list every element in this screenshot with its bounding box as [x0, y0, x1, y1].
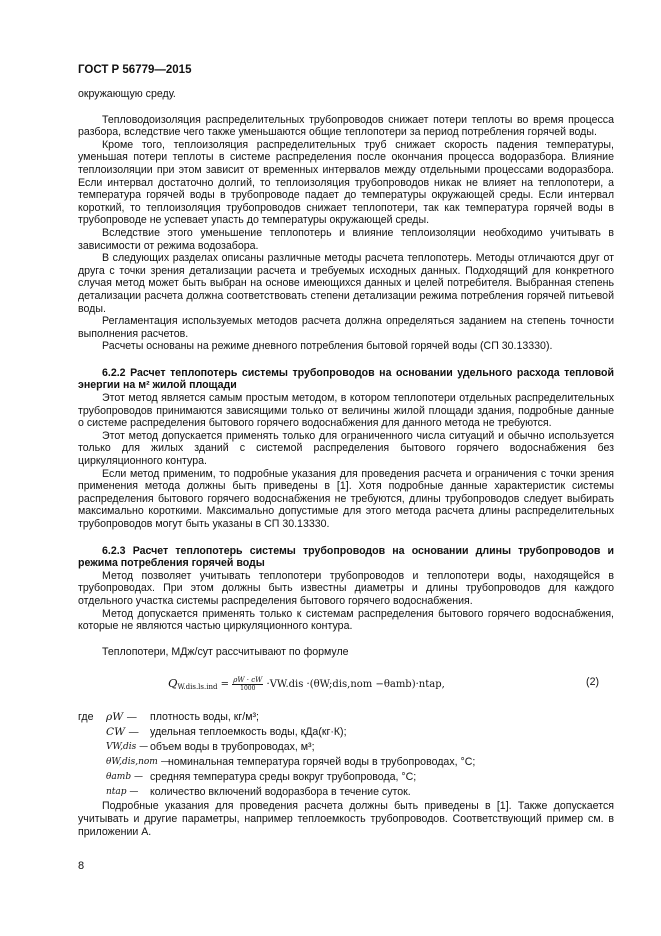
section-heading-6-2-3: 6.2.3 Расчет теплопотерь системы трубопроводов на основании длины трубопроводов и режима потребления горячей воды: [78, 544, 614, 570]
formula-2: [168, 676, 445, 694]
paragraph: Тепловодоизоляция распределительных трубопроводов снижает потери теплоты во время процесса разбора, вследствие чего также уменьшаются общие теплопотери за период потребления горячей воды.: [78, 113, 614, 139]
definition-item: [78, 770, 614, 785]
definition-symbol: θamb —: [106, 772, 143, 783]
definition-item: [78, 755, 614, 770]
equation-number: (2): [586, 676, 599, 689]
page-body: [78, 88, 614, 838]
formula-row: [78, 668, 614, 704]
paragraph: Подробные указания для проведения расчета должны быть приведены в [1]. Также допускается учитывать и другие параметры, например теплоемкость трубопроводов. Соответствующий пример см. в приложении А.: [78, 800, 614, 838]
paragraph: Метод позволяет учитывать теплопотери трубопроводов и теплопотери воды, находящейся в трубопроводах. При этом должны быть известны диаметры и длины трубопроводов для каждого отдельного участка системы распределения бытового горячего водоснабжения.: [78, 569, 614, 607]
definition-symbol: ntap —: [106, 787, 139, 798]
definition-symbol: CW —: [106, 726, 139, 739]
paragraph: Этот метод является самым простым методом, в котором теплопотери отдельных распределительных трубопроводов принимаются зависящими только от величины жилой площади здания, подробные данные о системе распределения бытового горячего водоснабжения для данного метода не требуются.: [78, 392, 614, 430]
formula-q-subscript: W.dis.ls.ind: [177, 683, 218, 692]
definition-text: удельная теплоемкость воды, кДа(кг·К);: [150, 726, 347, 739]
formula-rest: ·VW.dis ·(θW;dis,nom −θamb)·ntap,: [266, 679, 445, 691]
paragraph: Если метод применим, то подробные указания для проведения расчета и ограничения с точки зрения применения метода должны быть приведены в [1]. Хотя подробные данные характеристик системы распределения бытового горячего водоснабжения не требуются, длины трубопроводов следует выбирать максимально короткими. Максимально допустимые для этого метода расчета длины распределительных трубопроводов могут быть указаны в СП 30.13330.: [78, 467, 614, 530]
definition-symbol: VW,dis —: [106, 742, 149, 753]
paragraph: Регламентация используемых методов расчета должна определяться заданием на степень точности выполнения расчетов.: [78, 315, 614, 340]
paragraph: Этот метод допускается применять только для ограниченного числа ситуаций и обычно используется только для жилых зданий с системой распределения бытового горячего водоснабжения без циркуляционного контура.: [78, 429, 614, 468]
definition-item: [78, 710, 614, 725]
formula-intro: Теплопотери, МДж/сут рассчитывают по формуле: [102, 645, 349, 658]
paragraph: Кроме того, теплоизоляция распределительных труб снижает скорость падения температуры, уменьшая потери теплоты в системе распределения после окончания процесса водоразбора. Влияние теплоизоляции при этом зависит от временных интервалов между отдельными процессами водоразбора. Если интервал достаточно долгий, то теплоизоляция трубопроводов никак не влияет на теплопотери, а температура горячей воды в трубопроводе падает до температуры окружающей среды. Если интервал короткий, то теплоизоляция трубопроводов снижает теплопотери, так как температура горячей воды в трубопроводе не успевает упасть до температуры окружающей среды.: [78, 138, 614, 227]
paragraph: Метод допускается применять только к системам распределения бытового горячего водоснабжения, которые не являются частью циркуляционного контура.: [78, 607, 614, 633]
page-number: 8: [78, 860, 85, 872]
paragraph: В следующих разделах описаны различные методы расчета теплопотерь. Методы отличаются друг от друга с точки зрения детализации расчета и требуемых исходных данных. Подходящий для конкретного случая метод может быть выбран на основе имеющихся данных и целей потребителя. Выбранная степень детализации расчета должна соответствовать степени детализации режима потребления горячей питьевой воды.: [78, 252, 614, 315]
formula-numerator: ρW · cW: [233, 676, 263, 685]
definition-text: номинальная температура горячей воды в трубопроводах, °C;: [168, 756, 476, 769]
definition-item: [78, 785, 614, 800]
section-heading-6-2-2: 6.2.2 Расчет теплопотерь системы трубопроводов на основании удельного расхода тепловой энергии на м² жилой площади: [78, 366, 614, 392]
definition-text: средняя температура среды вокруг трубопровода, °C;: [150, 771, 417, 784]
definition-text: количество включений водоразбора в течение суток.: [150, 786, 411, 799]
definition-text: объем воды в трубопроводах, м³;: [150, 741, 315, 754]
formula-equals: =: [220, 679, 230, 691]
formula-denominator: 1000: [240, 685, 256, 693]
definitions-lead: где: [78, 711, 94, 724]
formula-fraction: [232, 676, 263, 693]
document-header: ГОСТ Р 56779—2015: [78, 64, 192, 76]
definition-symbol: ρW —: [106, 711, 138, 724]
paragraph: окружающую среду.: [78, 88, 176, 100]
definition-symbol: θW,dis,nom —: [106, 757, 170, 768]
paragraph: Вследствие этого уменьшение теплопотерь и влияние теплоизоляции необходимо учитывать в зависимости от режима водозабора.: [78, 226, 614, 252]
formula-q: Q: [168, 676, 178, 691]
paragraph: Расчеты основаны на режиме дневного потребления бытовой горячей воды (СП 30.13330).: [102, 340, 553, 353]
definition-text: плотность воды, кг/м³;: [150, 711, 259, 724]
definitions-list: [78, 710, 614, 800]
definition-item: [78, 725, 614, 740]
definition-item: [78, 740, 614, 755]
